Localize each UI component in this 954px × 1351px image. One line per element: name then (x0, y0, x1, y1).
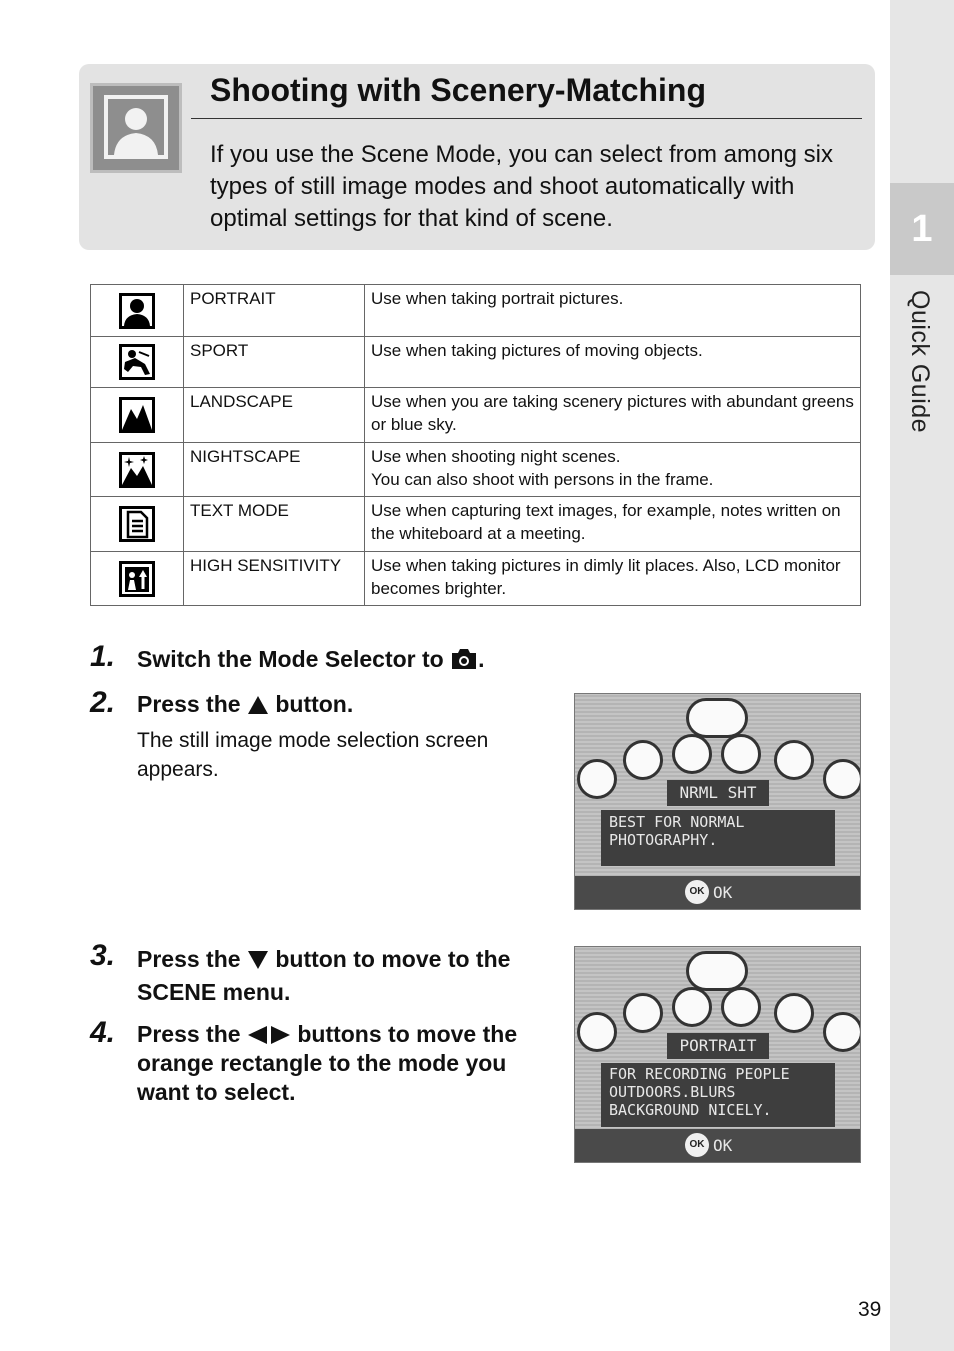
ok-button-icon: OK (685, 1133, 709, 1157)
mode-name: HIGH SENSITIVITY (184, 552, 365, 606)
mode-description: Use when shooting night scenes. You can also shoot with persons in the frame. (365, 443, 861, 497)
lcd-mode-label: PORTRAIT (667, 1033, 769, 1059)
high-sensitivity-bubble (823, 1012, 861, 1052)
mode-name: SPORT (184, 337, 365, 388)
nightscape-bubble (721, 987, 761, 1027)
step-text-part: buttons to move the orange rectangle to the mode you want to select. (137, 1021, 518, 1105)
sport-icon (119, 344, 155, 380)
table-row (91, 497, 861, 552)
landscape-bubble (672, 987, 712, 1027)
mode-description: Use when taking pictures in dimly lit places. Also, LCD monitor becomes brighter. (365, 552, 861, 606)
step-text-part: Press the (137, 946, 247, 972)
mode-name: NIGHTSCAPE (184, 443, 365, 497)
up-triangle-icon (247, 695, 269, 715)
portrait-bubble (577, 1012, 617, 1052)
high-sensitivity-bubble (823, 759, 861, 799)
mode-description: Use when taking portrait pictures. (365, 285, 861, 337)
lcd-ok-label: OK (713, 883, 733, 902)
down-triangle-icon (247, 950, 269, 970)
landscape-bubble (672, 734, 712, 774)
nightscape-icon (119, 452, 155, 488)
lcd-mode-label: NRML SHT (667, 780, 769, 806)
text-bubble (774, 993, 814, 1033)
portrait-icon (119, 293, 155, 329)
text-bubble (774, 740, 814, 780)
step-4-text (137, 1020, 562, 1107)
page-number: 39 (858, 1298, 882, 1321)
lcd-message: FOR RECORDING PEOPLE OUTDOORS.BLURS BACKGROUND NICELY. (601, 1063, 835, 1127)
step-number: 4. (90, 1016, 116, 1049)
step-number: 1. (90, 640, 116, 673)
title-rule (191, 118, 862, 119)
high-sensitivity-icon (119, 561, 155, 597)
page-title: Shooting with Scenery-Matching (210, 72, 707, 108)
camera-icon (450, 648, 478, 670)
chapter-label: Quick Guide (906, 290, 934, 434)
step-3-text (137, 943, 562, 1009)
mode-name: PORTRAIT (184, 285, 365, 337)
portrait-bubble (577, 759, 617, 799)
sport-bubble (623, 993, 663, 1033)
table-row (91, 552, 861, 606)
step-number: 3. (90, 939, 116, 972)
table-row (91, 388, 861, 443)
step-text-part: button. (268, 691, 354, 717)
step-2-text (137, 689, 557, 719)
step-2-subtext: The still image mode selection screen appears. (137, 729, 489, 781)
step-1-text (137, 644, 557, 674)
step-number: 2. (90, 686, 116, 719)
step-text-part: Press the (137, 691, 247, 717)
scene-modes-table (90, 284, 861, 606)
table-row (91, 443, 861, 497)
camera-mode-bubble (686, 951, 748, 991)
scene-mode-icon (90, 83, 182, 173)
step-text-part: button to move to the SCENE menu. (137, 946, 511, 1005)
step-text-part: Switch the Mode Selector to (137, 646, 451, 672)
intro-text: If you use the Scene Mode, you can select from among six types of still image modes and shoot automatically with optimal settings for that kind of scene. (210, 141, 833, 232)
mode-description: Use when taking pictures of moving objects. (365, 337, 861, 388)
chapter-number: 1 (890, 183, 954, 275)
lcd-screen-portrait (574, 946, 861, 1163)
camera-mode-bubble (686, 698, 748, 738)
step-text-part: Press the (137, 1021, 247, 1047)
lcd-ok-label: OK (713, 1136, 733, 1155)
lcd-screen-normal (574, 693, 861, 910)
step-text-part: . (478, 646, 485, 672)
mode-name: LANDSCAPE (184, 388, 365, 443)
lcd-message: BEST FOR NORMAL PHOTOGRAPHY. (601, 810, 835, 866)
table-row (91, 285, 861, 337)
mode-name: TEXT MODE (184, 497, 365, 552)
sport-bubble (623, 740, 663, 780)
ok-button-icon: OK (685, 880, 709, 904)
table-row (91, 337, 861, 388)
mode-description: Use when capturing text images, for example, notes written on the whiteboard at a meeting. (365, 497, 861, 552)
nightscape-bubble (721, 734, 761, 774)
landscape-icon (119, 397, 155, 433)
text-mode-icon (119, 506, 155, 542)
left-right-triangle-icon (247, 1025, 291, 1045)
mode-description: Use when you are taking scenery pictures with abundant greens or blue sky. (365, 388, 861, 443)
